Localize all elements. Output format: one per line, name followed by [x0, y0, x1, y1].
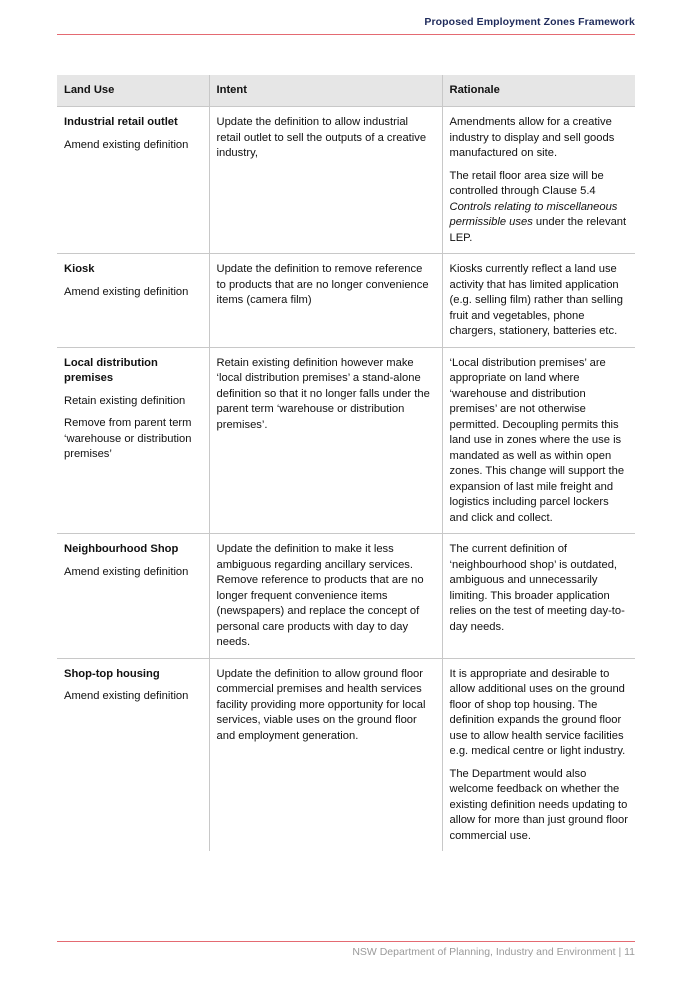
footer-page-label: NSW Department of Planning, Industry and Environment | 11 — [352, 946, 635, 958]
footer-divider — [57, 941, 635, 942]
land-use-action: Retain existing definition — [64, 394, 186, 407]
rationale-cell — [442, 347, 635, 534]
land-use-term: Shop-top housing — [64, 667, 160, 680]
clause-title: Controls relating to miscellaneous permissible uses — [449, 200, 618, 228]
intent-cell — [209, 347, 442, 534]
rationale-cell — [442, 534, 635, 659]
rationale-text-part: The retail floor area size will be controlled through Clause 5.4 — [449, 169, 604, 197]
land-use-term: Industrial retail outlet — [64, 116, 178, 128]
land-use-cell — [57, 658, 209, 851]
intent-text: Update the definition to make it less ambiguous regarding ancillary services. Remove reference to products that are no longer frequent convenience items (newspapers) and replace the concept of personal care products with day to day needs. — [216, 543, 424, 648]
table-row — [57, 534, 635, 659]
rationale-text: Amendments allow for a creative industry to display and sell goods manufactured on site. — [449, 116, 615, 159]
table-row — [57, 658, 635, 851]
intent-text: Update the definition to remove reference to products that are no longer convenience items (camera film) — [216, 263, 429, 306]
rationale-text: The current definition of ‘neighbourhood shop’ is outdated, ambiguous and unnecessarily limiting. This broader application relies on the test of meeting day-to-day needs. — [449, 543, 625, 633]
rationale-cell — [442, 107, 635, 254]
land-use-action: Amend existing definition — [64, 565, 189, 578]
header-divider — [57, 34, 635, 35]
land-use-cell — [57, 254, 209, 348]
intent-cell — [209, 534, 442, 659]
rationale-text: Kiosks currently reflect a land use activity that has limited application (e.g. selling film) rather than selling fruit and vegetables, phone chargers, stationery, batteries etc. — [449, 263, 623, 337]
rationale-cell — [442, 254, 635, 348]
land-use-action: Remove from parent term ‘warehouse or distribution premises’ — [64, 417, 192, 460]
land-use-action: Amend existing definition — [64, 285, 189, 298]
intent-text: Update the definition to allow industrial retail outlet to sell the outputs of a creative industry, — [216, 116, 427, 159]
land-use-table — [57, 75, 635, 851]
intent-cell — [209, 254, 442, 348]
column-header-intent: Intent — [209, 75, 442, 107]
rationale-text — [450, 169, 629, 247]
rationale-text-part: under the relevant LEP. — [449, 216, 627, 244]
intent-text: Retain existing definition however make ‘local distribution premises’ a stand-alone definition so that it no longer falls under the parent term ‘warehouse or distribution premises’. — [216, 356, 430, 431]
land-use-cell — [57, 107, 209, 254]
table-row — [57, 107, 635, 254]
table-header-row — [57, 75, 635, 107]
land-use-term: Local distribution premises — [64, 356, 158, 384]
column-header-land-use: Land Use — [57, 75, 209, 107]
land-use-term: Kiosk — [64, 263, 95, 275]
land-use-term: Neighbourhood Shop — [64, 543, 179, 555]
rationale-cell — [442, 658, 635, 851]
intent-cell — [209, 107, 442, 254]
intent-cell — [209, 658, 442, 851]
rationale-text: ‘Local distribution premises’ are appropriate on land where ‘warehouse and distribution premises’ are not otherwise permitted. Decoupling permits this land use in zones where the use is mandated as well as within open zones. This change will support the expansion of last mile freight and logistics including parcel lockers and click and collect. — [449, 356, 625, 524]
rationale-text: The Department would also welcome feedback on whether the existing definition needs updating to allow for more than just ground floor commercial use. — [449, 767, 628, 842]
land-use-cell — [57, 534, 209, 659]
table-row — [57, 254, 635, 348]
land-use-action: Amend existing definition — [64, 690, 189, 702]
land-use-action: Amend existing definition — [64, 138, 189, 151]
running-header-title: Proposed Employment Zones Framework — [424, 16, 635, 28]
land-use-cell — [57, 347, 209, 534]
rationale-text: It is appropriate and desirable to allow additional uses on the ground floor of shop top housing. The definition expands the ground floor use to allow health service facilities e.g. medical centre or light industry. — [449, 667, 626, 757]
intent-text: Update the definition to allow ground floor commercial premises and health services facility providing more opportunity for local services, viable uses on the ground floor and employment generation. — [216, 667, 426, 742]
table-row — [57, 347, 635, 534]
column-header-rationale: Rationale — [442, 75, 635, 107]
